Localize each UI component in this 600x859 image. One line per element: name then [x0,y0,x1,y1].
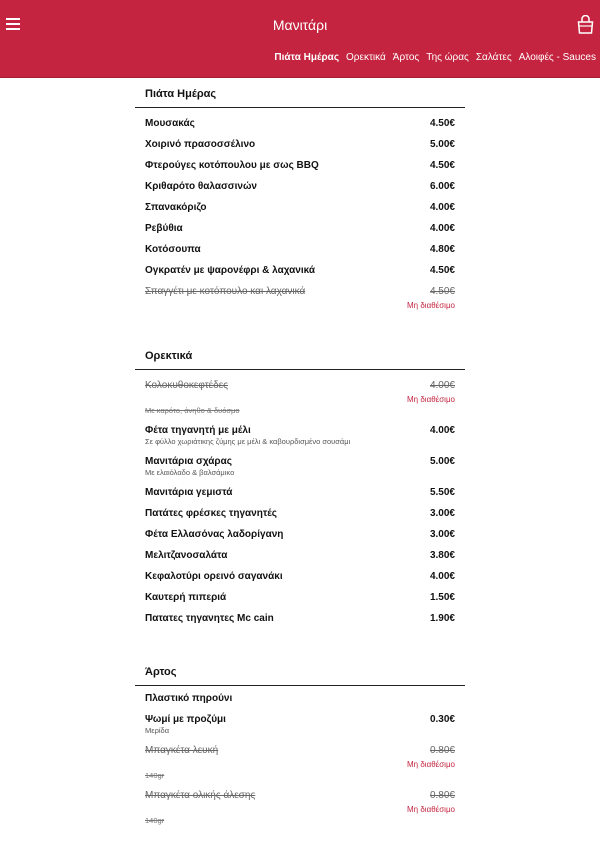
section-title: Πιάτα Ημέρας [135,80,465,108]
shopping-bag-icon[interactable] [577,15,594,34]
item-price: 4.00€ [429,380,455,391]
item-name: Ογκρατέν με ψαρονέφρι & λαχανικά [145,265,316,276]
menu-item[interactable] [135,609,465,628]
item-name: Μπαγκέτα ολικής άλεσης [145,790,256,801]
item-price: 3.80€ [429,550,455,561]
menu-item[interactable] [135,240,465,259]
unavailable-label: Μη διαθέσιμο [407,301,455,310]
tab-5[interactable]: Αλοιφές - Sauces [518,52,596,63]
tab-2[interactable]: Άρτος [392,52,420,63]
menu-content [135,80,465,859]
item-name: Κολοκυθοκεφτέδες [145,380,228,391]
item-price: 5.00€ [429,456,455,467]
menu-item[interactable] [135,114,465,133]
item-name: Σπαγγέτι με κοτόπουλο και λαχανικά [145,286,306,297]
menu-item[interactable] [135,376,465,419]
menu-item[interactable] [135,741,465,784]
menu-item[interactable] [135,282,465,312]
menu-item[interactable] [135,504,465,523]
tab-4[interactable]: Σαλάτες [475,52,512,63]
item-name: Καυτερή πιπεριά [145,592,227,603]
menu-item[interactable] [135,177,465,196]
menu-item[interactable] [135,421,465,450]
item-name: Κριθαρότο θαλασσινών [145,181,257,192]
menu-item[interactable] [135,588,465,607]
item-name: Μελιτζανοσαλάτα [145,550,228,561]
menu-item[interactable] [135,567,465,586]
item-price: 3.00€ [429,529,455,540]
menu-item[interactable] [135,452,465,481]
menu-item[interactable] [135,525,465,544]
item-name: Κοτόσουπα [145,244,201,255]
item-price: 1.50€ [429,592,455,603]
section-title: Ορεκτικά [135,342,465,370]
menu-item[interactable] [135,786,465,829]
item-name: Φέτα Ελλασόνας λαδορίγανη [145,529,284,540]
category-tabs [262,52,596,64]
item-price: 0.80€ [429,790,455,801]
app-header [0,0,600,78]
item-price: 4.50€ [429,286,455,297]
menu-section [135,658,465,829]
unavailable-label: Μη διαθέσιμο [407,805,455,814]
item-price: 4.00€ [429,202,455,213]
menu-item[interactable] [135,546,465,565]
item-name: Κεφαλοτύρι ορεινό σαγανάκι [145,571,283,582]
item-description: 140gr [145,816,165,825]
item-price: 4.00€ [429,571,455,582]
item-price: 0.80€ [429,745,455,756]
item-name: Σπανακόριζο [145,202,207,213]
item-name: Ρεβύθια [145,223,183,234]
item-price: 4.50€ [429,118,455,129]
item-price: 5.00€ [429,139,455,150]
unavailable-label: Μη διαθέσιμο [407,760,455,769]
item-price: 5.50€ [429,487,455,498]
item-price: 4.50€ [429,265,455,276]
item-price: 4.00€ [429,425,455,436]
tab-3[interactable]: Της ώρας [426,52,469,63]
menu-item[interactable] [135,483,465,502]
item-price: 6.00€ [429,181,455,192]
item-price: 1.90€ [429,613,455,624]
menu-item[interactable] [135,198,465,217]
section-title: Άρτος [135,658,465,686]
item-description: Με καρότο, άνηθο & δυόσμο [145,406,240,415]
item-price: 4.80€ [429,244,455,255]
menu-item[interactable] [135,156,465,175]
page-title: Μανιτάρι [272,17,328,33]
tab-1[interactable]: Ορεκτικά [346,52,386,63]
item-name: Μουσακάς [145,118,195,129]
menu-item[interactable] [135,135,465,154]
item-description: Μερίδα [145,726,170,735]
menu-item[interactable] [135,710,465,739]
item-name: Φέτα τηγανητή με μέλι [145,425,251,436]
item-name: Χοιρινό πρασοσσέλινο [145,139,256,150]
item-name: Φτερούγες κοτόπουλου με σως BBQ [145,160,319,171]
unavailable-label: Μη διαθέσιμο [407,395,455,404]
item-name: Μανιτάρια γεμιστά [145,487,233,498]
menu-item[interactable] [135,219,465,238]
tab-0[interactable]: Πιάτα Ημέρας [274,52,340,63]
item-name: Ψωμί με προζύμι [145,714,226,725]
item-description: Σε φύλλο χωριάτικης ζύμης με μέλι & καβουρδισμένο σουσάμι [145,437,351,446]
menu-item[interactable] [135,261,465,280]
item-price: 3.00€ [429,508,455,519]
menu-section [135,80,465,312]
item-price: 4.00€ [429,223,455,234]
menu-section [135,342,465,628]
item-name: Μανιτάρια σχάρας [145,456,232,467]
item-name: Πατατες τηγανητες Mc cain [145,613,274,624]
item-description: Με ελαιόλαδο & βαλσάμικο [145,468,235,477]
item-description: 140gr [145,771,165,780]
item-name: Πατάτες φρέσκες τηγανητές [145,508,278,519]
item-name: Μπαγκέτα λευκή [145,745,219,756]
group-title: Πλαστικό πηρούνι [145,693,233,704]
item-price: 4.50€ [429,160,455,171]
item-price: 0.30€ [429,714,455,725]
